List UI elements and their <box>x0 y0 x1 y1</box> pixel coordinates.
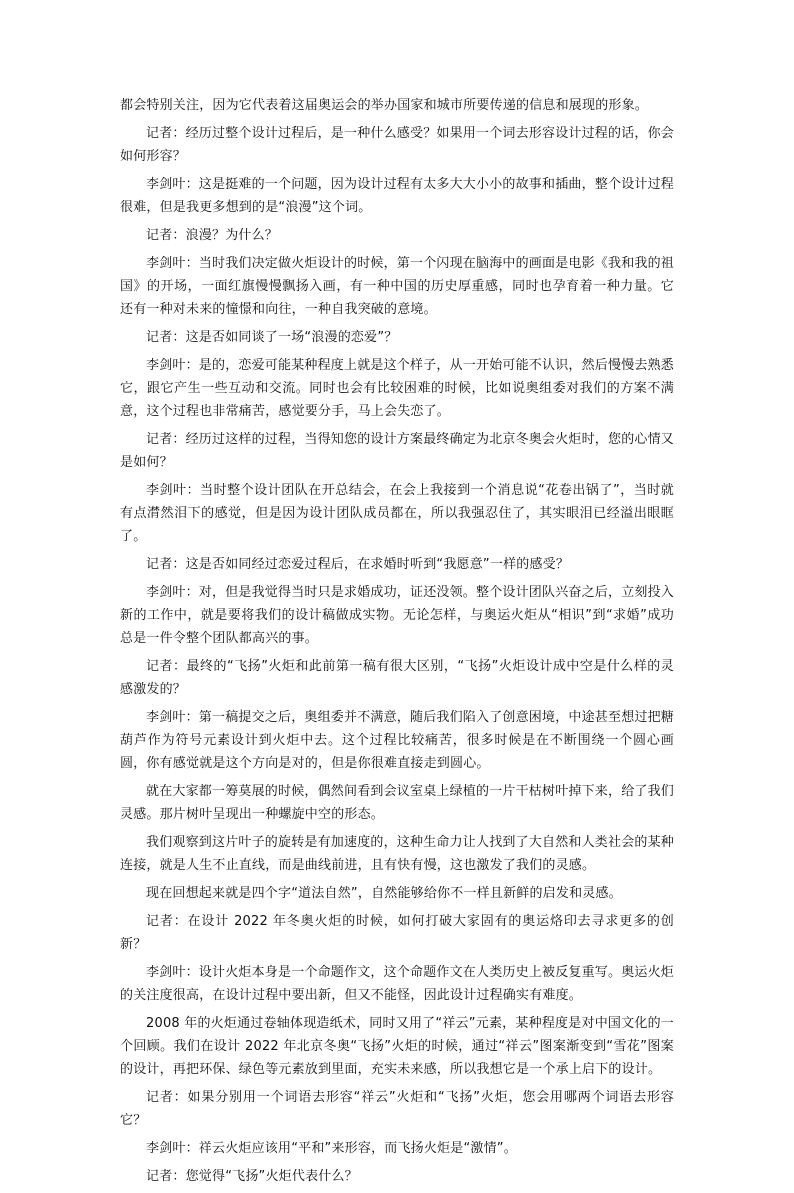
paragraph-reporter-question: 记者：浪漫？为什么？ <box>146 228 279 243</box>
paragraph-answer: 李剑叶：设计火炬本身是一个命题作文，这个命题作文在人类历史上被反复重写。奥运火炬的关注度很高，在设计过程中要出新，但又不能怪，因此设计过程确实有难度。 <box>120 965 675 1003</box>
paragraph-reporter-question: 记者：这是否如同谈了一场“浪漫的恋爱”？ <box>146 330 398 345</box>
paragraph-answer: 李剑叶：祥云火炬应该用“平和”来形容，而飞扬火炬是“激情”。 <box>146 1141 517 1156</box>
paragraph-reporter-question: 记者：在设计 2022 年冬奥火炬的时候，如何打破大家固有的奥运烙印去寻求更多的创新？ <box>120 914 674 952</box>
paragraph-answer-continued: 我们观察到这片叶子的旋转是有加速度的，这种生命力让人找到了大自然和人类社会的某种连接，就是人生不止直线，而是曲线前进，且有快有慢，这也激发了我们的灵感。 <box>120 835 675 873</box>
paragraph-reporter-question: 记者：经历过这样的过程，当得知您的设计方案最终确定为北京冬奥会火炬时，您的心情又是如何？ <box>120 432 675 470</box>
paragraph-reporter-question: 记者：经历过整个设计过程后，是一种什么感受？如果用一个词去形容设计过程的话，你会如何形容？ <box>120 126 675 164</box>
paragraph-answer-continued: 现在回想起来就是四个字“道法自然”，自然能够给你不一样且新鲜的启发和灵感。 <box>146 886 622 901</box>
paragraph-answer: 李剑叶：是的，恋爱可能某种程度上就是这个样子，从一开始可能不认识，然后慢慢去熟悉它，跟它产生一些互动和交流。同时也会有比较困难的时候，比如说奥组委对我们的方案不满意，这个过程也非常痛苦，感觉要分手，马上会失恋了。 <box>120 358 675 419</box>
paragraph-answer: 李剑叶：当时我们决定做火炬设计的时候，第一个闪现在脑海中的画面是电影《我和我的祖国》的开场，一面红旗慢慢飘扬入画，有一种中国的历史厚重感，同时也孕育着一种力量。它还有一种对未来的憧憬和向往，一种自我突破的意境。 <box>120 256 675 317</box>
paragraph-reporter-question: 记者：如果分别用一个词语去形容“祥云”火炬和“飞扬”火炬，您会用哪两个词语去形容它？ <box>120 1090 674 1128</box>
paragraph-reporter-question: 记者：您觉得“飞扬”火炬代表什么？ <box>146 1169 358 1184</box>
paragraph-answer-continued: 2008 年的火炬通过卷轴体现造纸术，同时又用了“祥云”元素，某种程度是对中国文化的一个回顾。我们在设计 2022 年北京冬奥“飞扬”火炬的时候，通过“祥云”图案渐变到“雪花”图案的设计，再把环保、绿色等元素放到里面，充实未来感，所以我想它是一个承上启下的设计。 <box>120 1016 674 1077</box>
paragraph-answer-continued: 就在大家都一筹莫展的时候，偶然间看到会议室桌上绿植的一片干枯树叶掉下来，给了我们灵感。那片树叶呈现出一种螺旋中空的形态。 <box>120 784 675 822</box>
paragraph-answer: 李剑叶：这是挺难的一个问题，因为设计过程有太多大大小小的故事和插曲，整个设计过程很难，但是我更多想到的是“浪漫”这个词。 <box>120 177 675 215</box>
paragraph-reporter-question: 记者：最终的“飞扬”火炬和此前第一稿有很大区别，“飞扬”火炬设计成中空是什么样的灵感激发的？ <box>120 659 674 697</box>
paragraph-reporter-question: 记者：这是否如同经过恋爱过程后，在求婚时听到“我愿意”一样的感受？ <box>146 557 570 572</box>
paragraph-answer: 李剑叶：对，但是我觉得当时只是求婚成功，证还没领。整个设计团队兴奋之后，立刻投入新的工作中，就是要将我们的设计稿做成实物。无论怎样，与奥运火炬从“相识”到“求婚”成功总是一件令整个团队都高兴的事。 <box>120 585 675 646</box>
document-body <box>120 94 674 1193</box>
paragraph-continuation: 都会特别关注，因为它代表着这届奥运会的举办国家和城市所要传递的信息和展现的形象。 <box>120 98 649 113</box>
paragraph-answer: 李剑叶：当时整个设计团队在开总结会，在会上我接到一个消息说“花卷出锅了”，当时就有点潸然泪下的感觉，但是因为设计团队成员都在，所以我强忍住了，其实眼泪已经溢出眼眶了。 <box>120 483 674 544</box>
paragraph-answer: 李剑叶：第一稿提交之后，奥组委并不满意，随后我们陷入了创意困境，中途甚至想过把糖葫芦作为符号元素设计到火炬中去。这个过程比较痛苦，很多时候是在不断围绕一个圆心画圆，你有感觉就是这个方向是对的，但是你很难直接走到圆心。 <box>120 710 675 771</box>
